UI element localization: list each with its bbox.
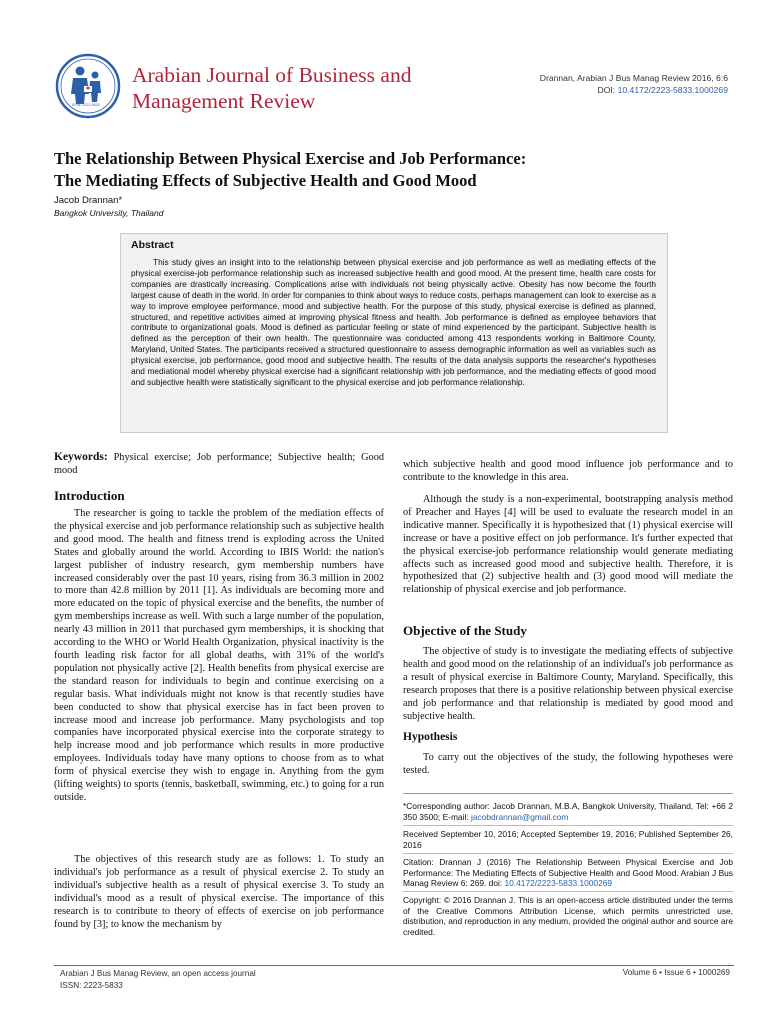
citation-doi-link[interactable]: 10.4172/2223-5833.1000269: [504, 878, 613, 889]
footer-divider: [54, 965, 734, 966]
header-citation: [510, 72, 728, 96]
paragraph-text: Although the study is a non-experimental, bootstrapping analysis method of Preacher and Hayes [4] will be used to evaluate the research model in an indicative manner. Specifically it is hypothesized that (1) physical exercise will increase or have a positive effect on job performance. It's further expected that the physical exercise-job performance relationship would generate mediating affects such as increased good mood and subjective health. Therefore, it is hypothesized that (2) subjective health and (3) good mood will mediate the relationship of physical exercise and job performance.: [403, 494, 733, 596]
received-dates: Received September 10, 2016; Accepted September 19, 2016; Published September 26, 2016: [403, 829, 733, 850]
footer-journal-info: [60, 968, 256, 991]
keywords: [54, 451, 384, 478]
abstract-text: [131, 257, 656, 388]
footnote-divider: [403, 891, 733, 892]
footer-volume: Volume 6 • Issue 6 • 1000269: [622, 968, 730, 977]
article-title: [54, 148, 694, 192]
corresponding-author: [403, 801, 733, 822]
footer-issn: ISSN: 2223-5833: [60, 980, 123, 990]
doi-line: [510, 84, 728, 96]
citation-short: Drannan, Arabian J Bus Manag Review 2016, 6:6: [539, 73, 728, 83]
article-title-line1: The Relationship Between Physical Exercise and Job Performance:: [54, 149, 527, 168]
abstract-paragraph: This study gives an insight into to the relationship between physical exercise and job performance as well as mediating effects of the physical exercise-job performance relationship such as increased subjective health and good mood. At the present time, health care costs for companies are drastically increasing. Complications arise with individuals not being physically active. Obesity has now become the fourth largest cause of death in the world. In order for companies to think about ways to reduce costs, perhaps management can look to exercise as a way to improve employee performance, mood and subjective health. For the purpose of this study, physical exercise is defined as planned, structured, and repetitive activities aimed at improving physical fitness and health. Job performance is defined as employee behaviors that contribute to organizational goals. Mood is defined as particular feeling or state of mind experienced by the participant. Subjective health is defined as the perception of their own health. The questionnaire was conducted among 413 respondents working in Baltimore County, Maryland, United States. The participants received a structured questionnaire to assess demographic information as well as variables such as physical exercise, job performance, good mood and subjective health. The results of the data analysis supports the researcher's hypotheses and mediational model whereby physical exercise had a significant relationship with job performance, and the mediating effects of good mood and subjective health were statistically significant to the physical exercise and job performance relationship.: [131, 257, 656, 387]
paragraph-text: The objectives of this research study are as follows: 1. To study an individual's job performance as a result of physical exercise 2. To study an individual's subjective health as a result of physical exercise 3. To study an individual's mood as a result of physical exercise. The importance of this research is to contribute to theory of effects of exercise on job performance found by [3]; to know the mechanism by: [54, 854, 384, 930]
footnote-divider: [403, 853, 733, 854]
introduction-paragraph-2: [54, 854, 384, 931]
email-link[interactable]: jacobdrannan@gmail.com: [470, 811, 569, 822]
keywords-text: Physical exercise; Job performance; Subjective health; Good mood: [54, 452, 384, 476]
journal-title-line2: Management Review: [132, 89, 316, 113]
objective-paragraph: [403, 646, 733, 723]
right-paragraph-1: [403, 459, 733, 485]
citation-text: Citation: Drannan J (2016) The Relationship Between Physical Exercise and Job Performance: The Mediating Effects of Subjective Health and Good Mood. Arabian J Bus Manag Review 6: 269. doi:: [403, 857, 733, 889]
keywords-label: Keywords:: [54, 451, 108, 463]
logo-issn: ISSN: 2223-5833: [72, 103, 100, 107]
abstract-heading: Abstract: [131, 239, 174, 251]
journal-title-line1: Arabian Journal of Business and: [132, 63, 412, 87]
author-affiliation: Bangkok University, Thailand: [54, 208, 164, 218]
objective-heading: Objective of the Study: [403, 623, 527, 638]
copyright-notice: Copyright: © 2016 Drannan J. This is an open-access article distributed under the terms of the Creative Commons Attribution License, which permits unrestricted use, distribution, and reproduction in any medium, provided the original author and source are credited.: [403, 895, 733, 937]
hypothesis-heading: Hypothesis: [403, 731, 458, 743]
introduction-heading: Introduction: [54, 488, 125, 503]
hypothesis-paragraph: [403, 752, 733, 778]
paragraph-text: To carry out the objectives of the study, the following hypotheses were tested.: [403, 752, 733, 776]
corresponding-text: *Corresponding author: Jacob Drannan, M.B.A, Bangkok University, Thailand, Tel: +66 2 350 3500; E-mail:: [403, 801, 733, 822]
citation-footnote: [403, 857, 733, 889]
footer-journal: Arabian J Bus Manag Review, an open access journal: [60, 969, 256, 978]
paragraph-text: which subjective health and good mood influence job performance and to contribute to the knowledge in this area.: [403, 459, 733, 483]
introduction-paragraph-1: [54, 508, 384, 805]
paragraph-text: The objective of study is to investigate the mediating effects of subjective health and good mood on the relationship of an individual's job performance as a result of physical exercise in Baltimore County, Maryland. Specifically, this research proposes that there is a positive relationship between physical exercise and job performance and that relationship is mediated by good mood and subjective health.: [403, 646, 733, 722]
paragraph-text: The researcher is going to tackle the problem of the mediation effects of the physical exercise and job performance relationship such as subjective health and good mood. The health and fitness trend is exploding across the United States and globally around the world. According to IBIS World: the nation's largest publisher of industry research, gym membership numbers have increased considerably over the past 10 years, rising from 36.3 million in 2002 to more than 42.8 million by 2011 [1]. As individuals are becoming more and more educated on the topic of physical exercise and the benefits, the number of gym memberships increase as well. With such a large number of the population, nearly 43 million in 2011 that purchased gym memberships, it is shocking that according to the WHO or World Health Organization, physical inactivity is the fourth leading risk factor for all global deaths, with 31% of the world's population not physically active [2]. Health benefits from physical exercise are the standard reason for individuals to begin and continue exercising on a regular basis. What individuals might not know is that recently studies have been conducted to show that physical exercise has in fact been proven to increase mood and increase job performance. Many psychologists and top companies have incorporated physical exercise into the corporate strategy to help increase mood and job performance which results in more productive employees. Individuals today have many options to choose from as to what form of physical exercise they wish to engage in. Anything from the gym (lifting weights) to sports (tennis, basketball, swimming, etc.) to going for a run outside.: [54, 508, 384, 803]
author-name: Jacob Drannan*: [54, 195, 123, 206]
journal-logo: [54, 52, 122, 120]
right-paragraph-2: [403, 494, 733, 597]
doi-link[interactable]: 10.4172/2223-5833.1000269: [617, 85, 728, 95]
family-logo-icon: [54, 52, 122, 120]
footnote-divider: [403, 825, 733, 826]
doi-label: DOI:: [597, 85, 618, 95]
journal-title[interactable]: [132, 62, 492, 114]
footnote-divider: [403, 793, 733, 794]
article-title-line2: The Mediating Effects of Subjective Health and Good Mood: [54, 171, 477, 190]
